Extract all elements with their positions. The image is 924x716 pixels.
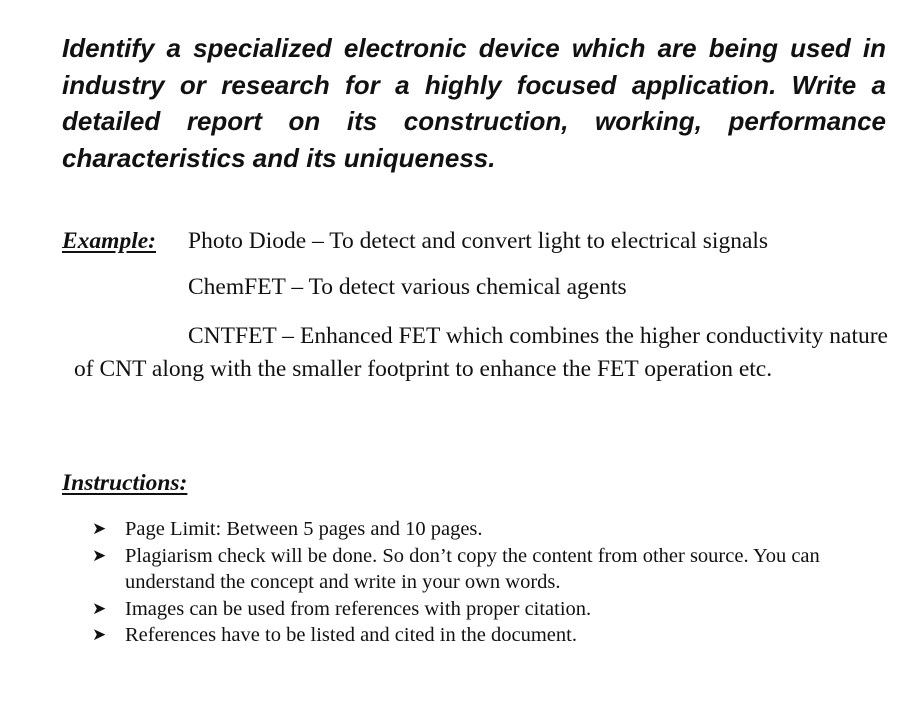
- arrowhead-bullet-icon: ➤: [92, 625, 107, 645]
- instruction-text: Images can be used from references with proper citation.: [125, 597, 592, 620]
- arrowhead-bullet-icon: ➤: [92, 598, 107, 619]
- instruction-text: Plagiarism check will be done. So don’t copy the content from other source. You can understand the concept and write in your own words.: [125, 544, 820, 593]
- arrowhead-bullet-icon: ➤: [92, 519, 107, 539]
- example-row-2: [62, 274, 888, 320]
- instruction-item-page-limit: [92, 516, 888, 543]
- instruction-text: References have to be listed and cited in the document.: [125, 624, 577, 646]
- instructions-list: [92, 516, 888, 649]
- arrowhead-bullet-icon: ➤: [92, 545, 107, 566]
- example-item-photodiode: Photo Diode – To detect and convert light to electrical signals: [188, 228, 769, 254]
- example-section: [62, 228, 888, 382]
- instructions-heading: Instructions:: [62, 470, 188, 496]
- instruction-item-images: [92, 596, 888, 623]
- instruction-item-references: [92, 622, 888, 649]
- instruction-text: Page Limit: Between 5 pages and 10 pages.: [125, 518, 483, 540]
- example-item-chemfet: ChemFET – To detect various chemical agents: [188, 274, 627, 300]
- assignment-prompt: Identify a specialized electronic device which are being used in industry or research for a highly focused application. Write a detailed report on its construction, working, performance characteristics and its uniqueness.: [62, 33, 886, 173]
- example-label: Example:: [62, 228, 156, 254]
- instruction-item-plagiarism: [92, 543, 888, 596]
- example-row-1: [62, 228, 888, 274]
- example-item-cntfet: CNTFET – Enhanced FET which combines the higher conductivity nature of CNT along with the smaller footprint to enhance the FET operation etc.: [74, 323, 888, 382]
